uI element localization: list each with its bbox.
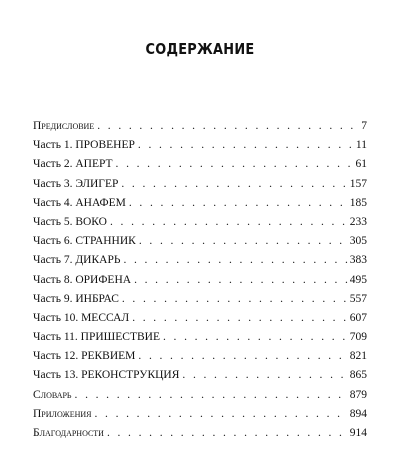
toc-entry-page: 157: [349, 177, 367, 190]
toc-entry-label: Часть 9. ИНБРАС: [33, 292, 119, 305]
dot-leader: [110, 213, 348, 232]
toc-entry-page: 7: [361, 120, 367, 132]
toc-entry-page: 821: [349, 350, 367, 363]
toc-entry-part-7: [33, 251, 367, 270]
dot-leader: [121, 175, 347, 194]
dot-leader: [134, 271, 348, 290]
toc-entry-label: Часть 2. АПЕРТ: [33, 158, 113, 171]
dot-leader: [129, 194, 348, 213]
toc-entry-page: 865: [349, 369, 367, 382]
toc-entry-appendices: [33, 405, 367, 424]
dot-leader: [163, 328, 348, 347]
toc-entry-label: Часть 12. РЕКВИЕМ: [33, 350, 136, 363]
toc-entry-part-6: [33, 232, 367, 251]
toc-entry-glossary: [33, 386, 367, 405]
dot-leader: [94, 405, 347, 424]
toc-entry-page: 61: [355, 158, 367, 171]
toc-entry-label: Часть 4. АНАФЕМ: [33, 196, 126, 209]
dot-leader: [75, 386, 348, 405]
toc-entry-page: 233: [349, 215, 367, 228]
dot-leader: [132, 309, 348, 328]
toc-entry-page: 879: [349, 388, 367, 401]
toc-entry-page: 709: [349, 331, 367, 344]
toc-entry-label: Часть 11. ПРИШЕСТВИЕ: [33, 331, 160, 344]
dot-leader: [139, 232, 348, 251]
toc-entry-page: 185: [349, 196, 367, 209]
toc-entry-part-9: [33, 290, 367, 309]
toc-entry-page: 383: [349, 254, 367, 267]
toc-entry-label: Часть 13. РЕКОНСТРУКЦИЯ: [33, 369, 180, 382]
dot-leader: [116, 155, 354, 174]
toc-entry-preface: [33, 117, 367, 136]
toc-entry-part-13: [33, 366, 367, 385]
toc-entry-page: 914: [349, 427, 367, 439]
toc-entry-part-8: [33, 271, 367, 290]
toc-entry-label: Благодарности: [33, 427, 104, 439]
toc-entry-label: Часть 5. ВОКО: [33, 215, 107, 228]
toc-entry-label: Часть 8. ОРИФЕНА: [33, 273, 132, 286]
toc-entry-label: Часть 10. МЕССАЛ: [33, 311, 130, 324]
toc-entry-label: Часть 3. ЭЛИГЕР: [33, 177, 119, 190]
dot-leader: [123, 251, 347, 270]
toc-entry-part-4: [33, 194, 367, 213]
toc-entry-part-5: [33, 213, 367, 232]
toc-entry-part-12: [33, 347, 367, 366]
dot-leader: [182, 366, 347, 385]
toc-entry-part-2: [33, 155, 367, 174]
toc-entry-label: Часть 7. ДИКАРЬ: [33, 254, 121, 267]
toc-entry-page: 11: [355, 139, 367, 152]
toc-entry-page: 607: [349, 311, 367, 324]
dot-leader: [138, 136, 354, 155]
toc-entry-page: 894: [349, 407, 367, 420]
dot-leader: [138, 347, 347, 366]
dot-leader: [107, 424, 348, 443]
table-of-contents: [33, 117, 367, 443]
toc-entry-part-10: [33, 309, 367, 328]
toc-entry-page: 557: [349, 292, 367, 305]
toc-entry-part-1: [33, 136, 367, 155]
dot-leader: [122, 290, 348, 309]
toc-entry-label: Часть 1. ПРОВЕНЕР: [33, 139, 135, 152]
toc-entry-label: Предисловие: [33, 120, 95, 132]
toc-entry-page: 495: [349, 273, 367, 286]
toc-entry-acknowledgements: [33, 424, 367, 443]
page-title: СОДЕРЖАНИЕ: [145, 40, 255, 58]
toc-entry-label: Словарь: [33, 388, 72, 401]
toc-entry-page: 305: [349, 235, 367, 248]
toc-entry-label: Часть 6. СТРАННИК: [33, 235, 136, 248]
toc-entry-part-11: [33, 328, 367, 347]
toc-entry-label: Приложения: [33, 407, 92, 420]
toc-entry-part-3: [33, 175, 367, 194]
dot-leader: [97, 117, 359, 136]
